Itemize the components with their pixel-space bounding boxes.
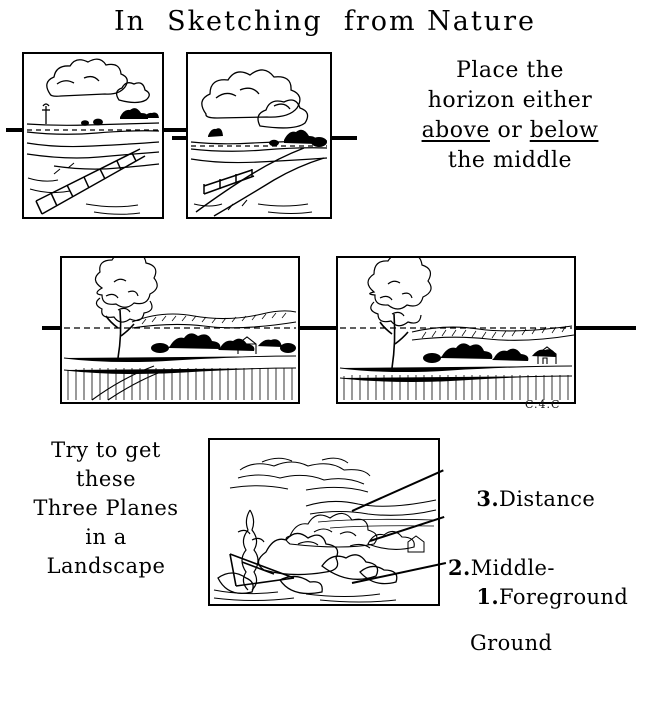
label-distance-text: Distance [499,487,596,511]
label-middleground-number: 2. [448,555,471,580]
middle-left-sketch [60,256,300,404]
caption-line-4: in a [85,525,127,549]
caption-line-3: Three Planes [33,496,179,520]
top-left-sketch-art [24,54,162,217]
instruction-line-1: Place the [456,58,564,83]
top-left-sketch [22,52,164,219]
instruction-text [376,56,644,176]
middle-right-sketch [336,256,576,404]
page-title: In Sketching from Nature [113,6,537,37]
instruction-below-word: below [529,118,599,143]
instruction-line-3 [376,116,644,146]
instruction-or-word: or [489,118,530,143]
label-middleground-line2: Ground [470,631,553,655]
label-distance-number: 3. [476,486,500,511]
caption-line-2: these [75,467,137,491]
three-planes-caption [8,436,204,581]
artist-signature: C.4.C [525,398,561,411]
label-foreground-number: 1. [476,584,500,609]
middle-right-sketch-art [338,258,574,402]
label-foreground [448,560,628,633]
label-foreground-text: Foreground [499,585,629,609]
middle-left-sketch-art [62,258,298,402]
three-planes-sketch [208,438,440,606]
instruction-line-2: horizon either [427,88,593,113]
label-middleground-text: Middle- [470,556,555,580]
top-right-sketch [186,52,332,219]
instruction-line-4: the middle [447,148,573,173]
three-planes-sketch-art [210,440,438,604]
top-right-sketch-art [188,54,330,217]
caption-line-1: Try to get [51,438,161,462]
caption-line-5: Landscape [46,554,166,578]
instruction-above-word: above [421,118,490,143]
